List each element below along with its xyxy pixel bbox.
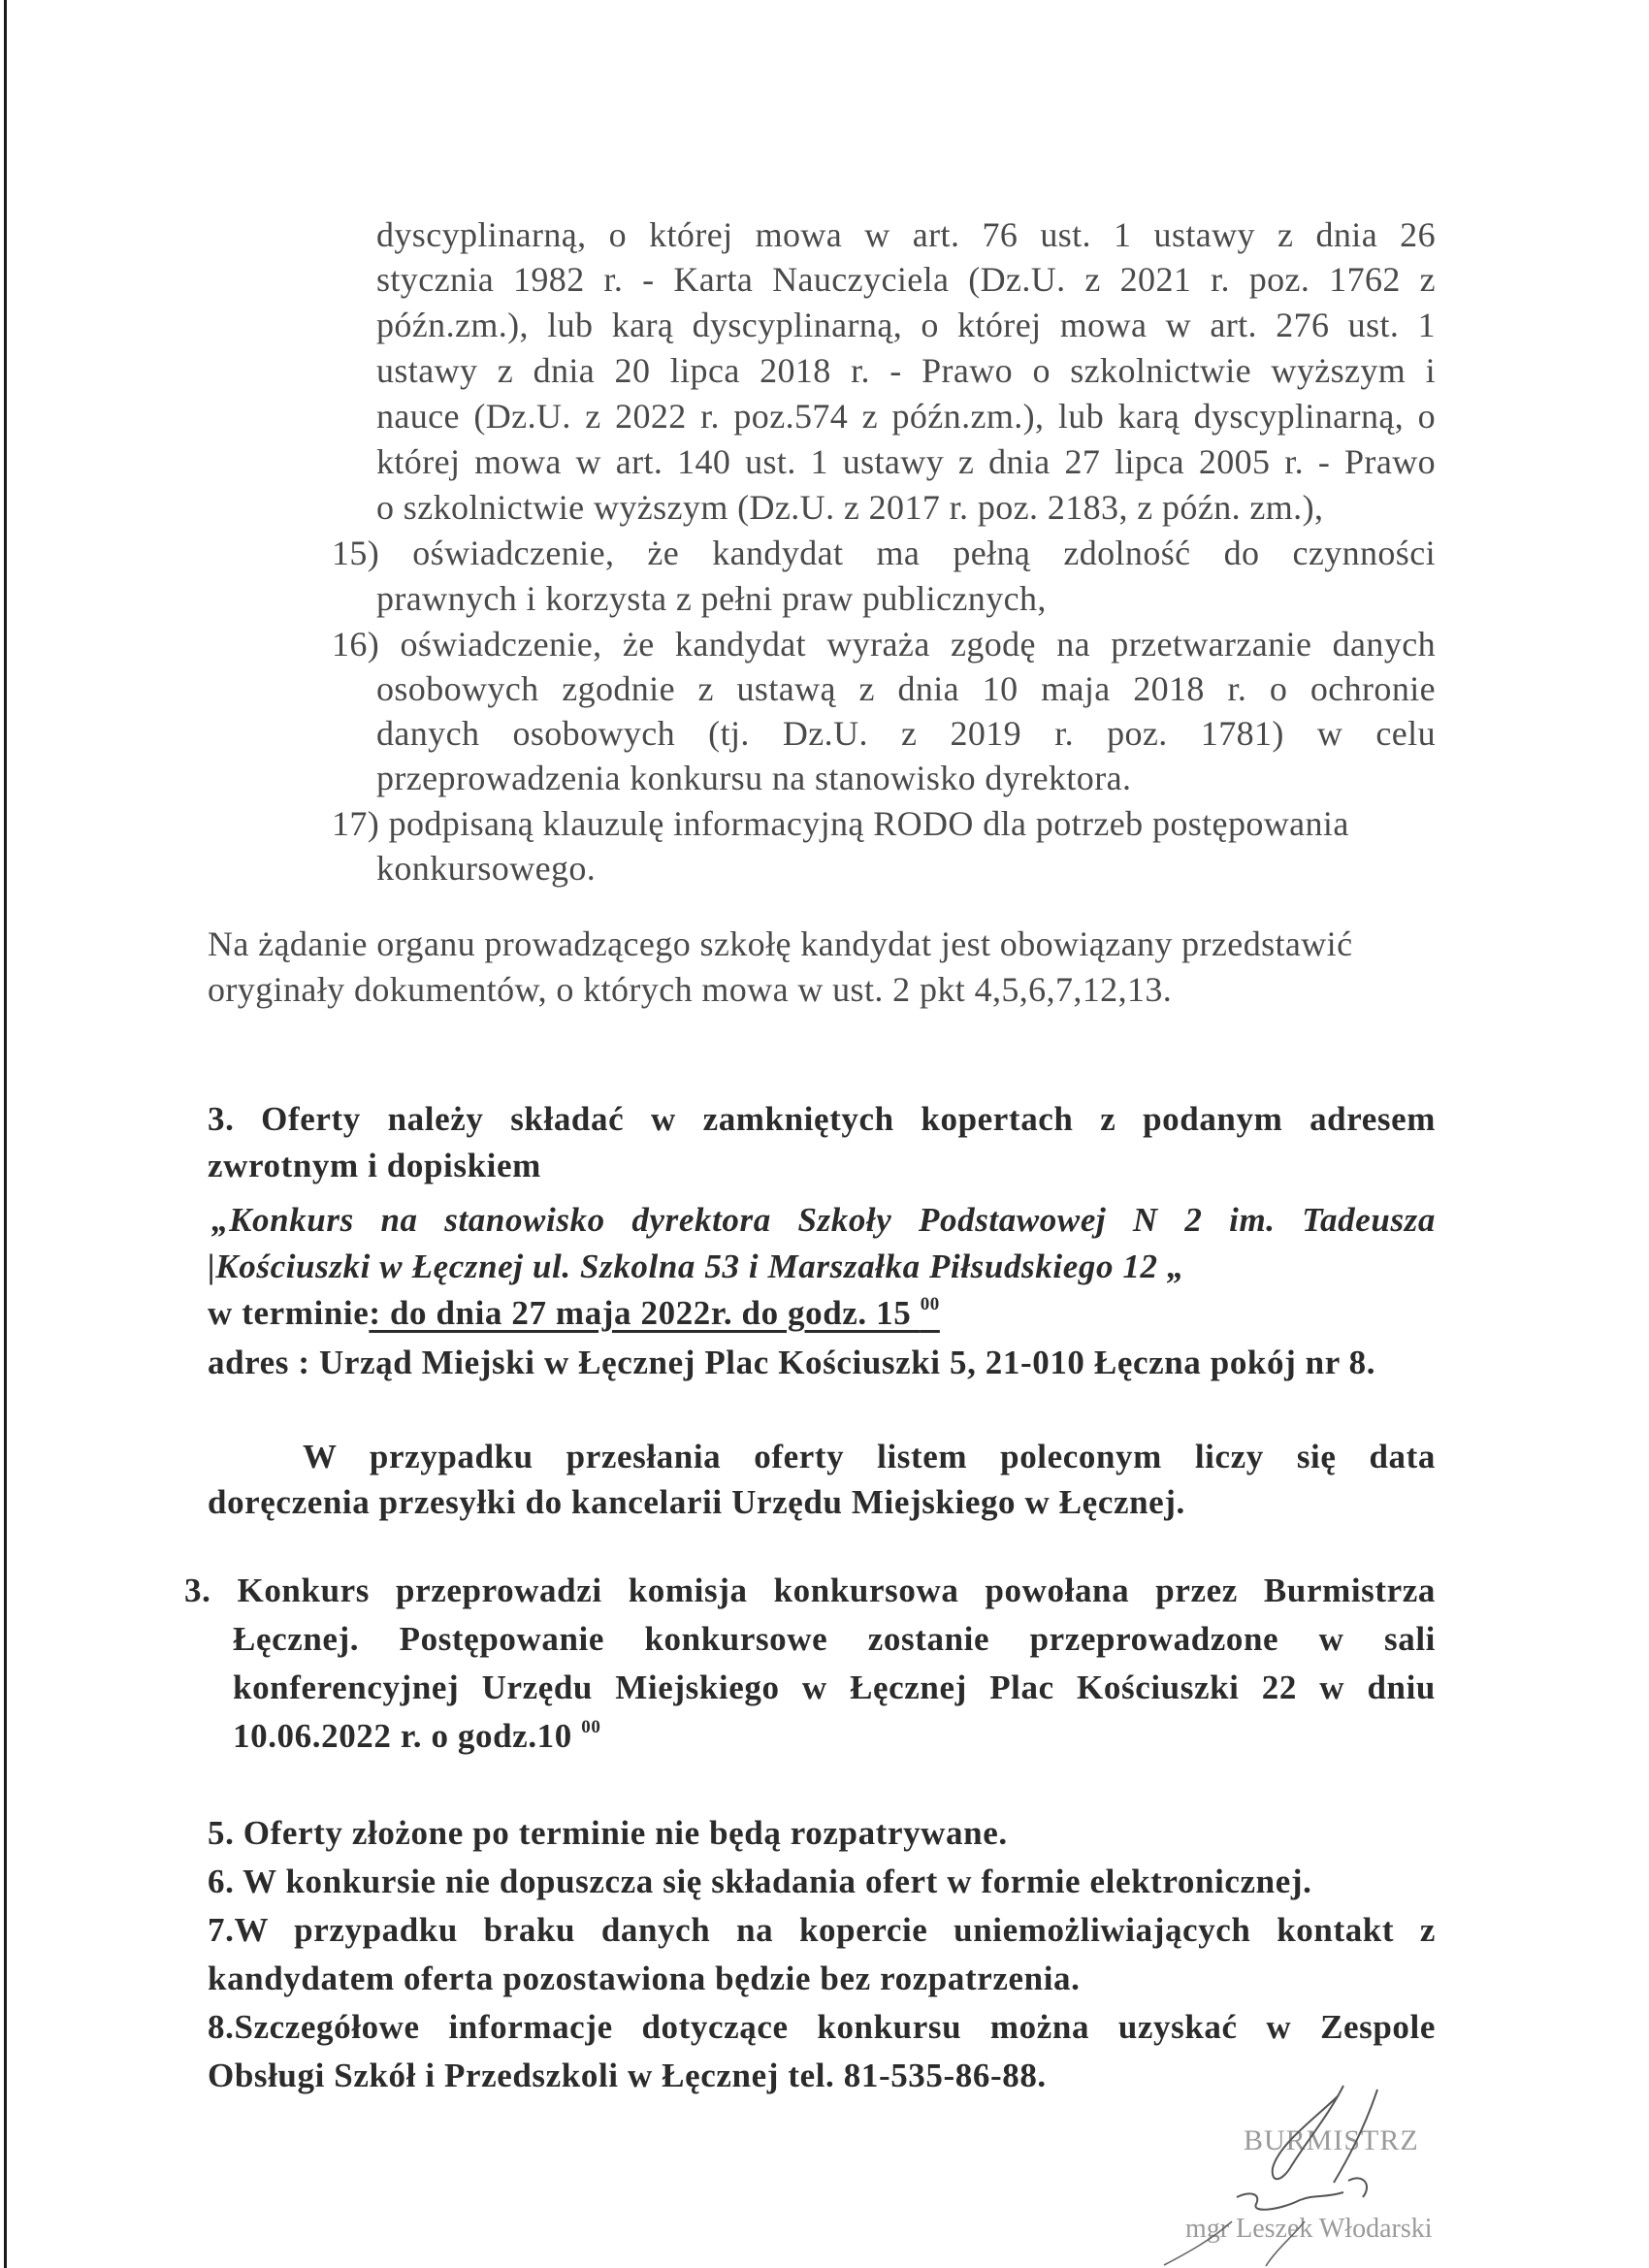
text-line: danych osobowych (tj. Dz.U. z 2019 r. poz. 1781) w celu xyxy=(376,714,1436,753)
text-line: W przypadku przesłania oferty listem poleconym liczy się data xyxy=(303,1438,1436,1475)
text-line: Na żądanie organu prowadzącego szkołę kandydat jest obowiązany przedstawić xyxy=(208,924,1353,963)
text-line: ustawy z dnia 20 lipca 2018 r. - Prawo o szkolnictwie wyższym i xyxy=(376,351,1436,390)
stamp-title: BURMISTRZ xyxy=(1244,2124,1419,2156)
point-5: 5. Oferty złożone po terminie nie będą rozpatrywane. xyxy=(208,1814,1008,1852)
text-line: osobowych zgodnie z ustawą z dnia 10 maja 2018 r. o ochronie xyxy=(376,669,1436,708)
text-line: kandydatem oferta pozostawiona będzie bez rozpatrzenia. xyxy=(208,1960,1081,1997)
text-line: konkursowego. xyxy=(376,849,597,888)
submission-address: adres : Urząd Miejski w Łęcznej Plac Kościuszki 5, 21-010 Łęczna pokój nr 8. xyxy=(208,1344,1376,1381)
scan-border xyxy=(4,0,7,2268)
text-line: której mowa w art. 140 ust. 1 ustawy z dnia 27 lipca 2005 r. - Prawo xyxy=(376,442,1436,481)
deadline-prefix: w terminie xyxy=(208,1294,370,1332)
section-offers-heading: 3. Oferty należy składać w zamkniętych kopertach z podanym adresem xyxy=(208,1100,1436,1138)
text-line: Łęcznej. Postępowanie konkursowe zostanie przeprowadzone w sali xyxy=(233,1620,1436,1658)
competition-label: „Konkurs na stanowisko dyrektora Szkoły Podstawowej N 2 im. Tadeusza xyxy=(211,1201,1436,1239)
stamp-name: mgr Leszek Włodarski xyxy=(1185,2214,1433,2244)
section-committee-heading: 3. Konkurs przeprowadzi komisja konkursowa powołana przez Burmistrza xyxy=(184,1571,1436,1609)
text-line: dyscyplinarną, o której mowa w art. 76 ust. 1 ustawy z dnia 26 xyxy=(376,215,1436,254)
point-6: 6. W konkursie nie dopuszcza się składania ofert w formie elektronicznej. xyxy=(208,1863,1312,1900)
deadline-date: : do dnia 27 maja 2022r. do godz. 15 $^{00}$ xyxy=(369,1294,940,1332)
handwritten-signature xyxy=(1145,2076,1455,2268)
competition-date: 10.06.2022 r. o godz.10 $^{00}$ xyxy=(233,1717,601,1755)
text-line: o szkolnictwie wyższym (Dz.U. z 2017 r. poz. 2183, z późn. zm.), xyxy=(376,488,1324,527)
text-line: nauce (Dz.U. z 2022 r. poz.574 z późn.zm.), lub karą dyscyplinarną, o xyxy=(376,397,1436,436)
deadline-line xyxy=(208,1296,940,1330)
list-item-15: 15) oświadczenie, że kandydat ma pełną zdolność do czynności xyxy=(332,534,1436,572)
text-line: oryginały dokumentów, o których mowa w ust. 2 pkt 4,5,6,7,12,13. xyxy=(208,970,1173,1009)
text-line: prawnych i korzysta z pełni praw publicznych, xyxy=(376,579,1047,618)
point-7: 7.W przypadku braku danych na kopercie uniemożliwiających kontakt z xyxy=(208,1911,1436,1949)
list-item-17: 17) podpisaną klauzulę informacyjną RODO dla potrzeb postępowania xyxy=(332,804,1349,843)
text-line: doręczenia przesyłki do kancelarii Urzędu Miejskiego w Łęcznej. xyxy=(208,1483,1185,1521)
list-item-16: 16) oświadczenie, że kandydat wyraża zgodę na przetwarzanie danych xyxy=(332,625,1436,664)
text-line: zwrotnym i dopiskiem xyxy=(208,1147,541,1184)
text-line: stycznia 1982 r. - Karta Nauczyciela (Dz.U. z 2021 r. poz. 1762 z xyxy=(376,260,1436,299)
text-line: przeprowadzenia konkursu na stanowisko dyrektora. xyxy=(376,759,1132,797)
text-line: późn.zm.), lub karą dyscyplinarną, o której mowa w art. 276 ust. 1 xyxy=(376,306,1436,344)
text-line: konferencyjnej Urzędu Miejskiego w Łęcznej Plac Kościuszki 22 w dniu xyxy=(233,1669,1436,1706)
point-8: 8.Szczegółowe informacje dotyczące konkursu można uzyskać w Zespole xyxy=(208,2008,1436,2046)
contact-line: Obsługi Szkół i Przedszkoli w Łęcznej tel. 81-535-86-88. xyxy=(208,2057,1047,2094)
competition-label: |Kościuszki w Łęcznej ul. Szkolna 53 i Marszałka Piłsudskiego 12 „ xyxy=(208,1247,1185,1285)
